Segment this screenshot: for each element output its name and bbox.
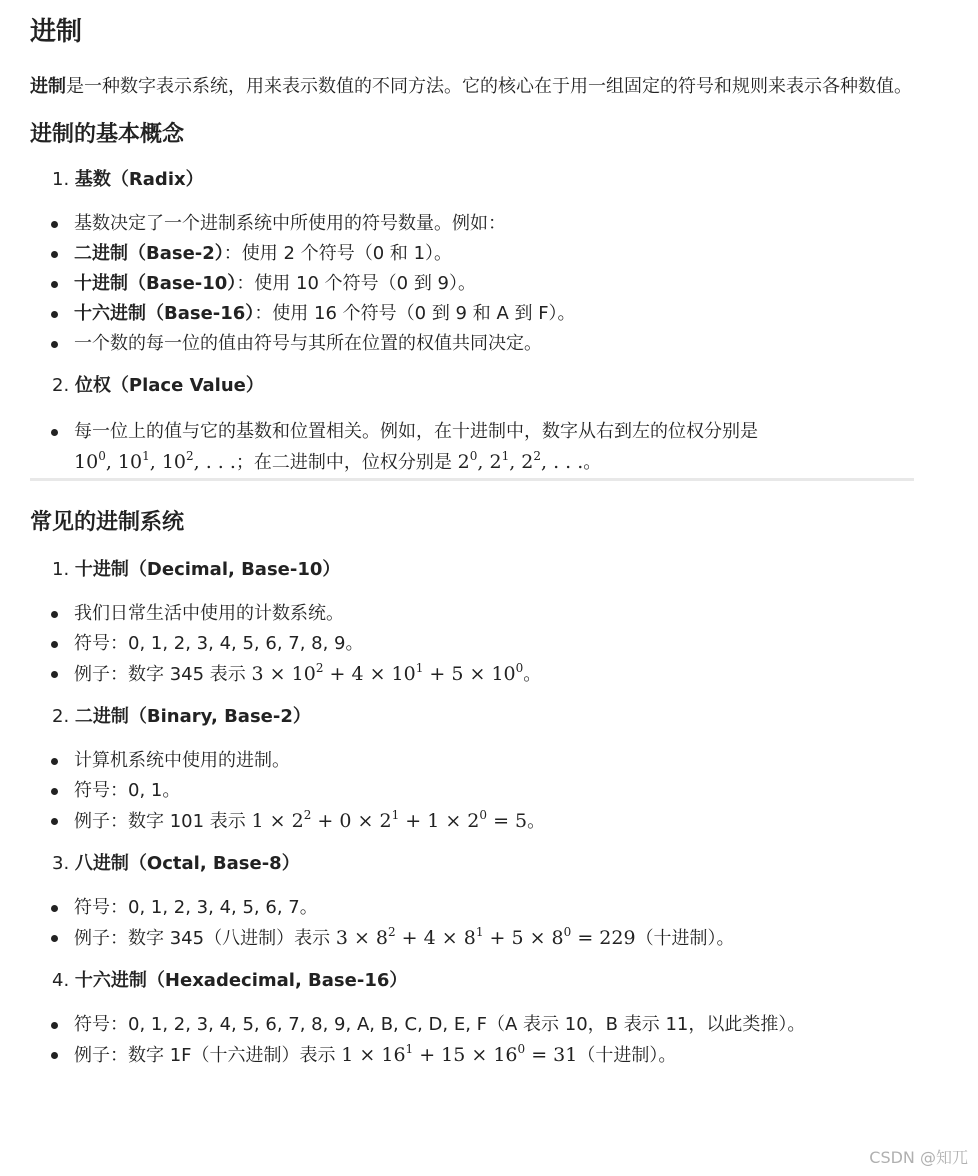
bullet-text: 例子：数字 345 表示 bbox=[74, 664, 246, 685]
item-label: 十六进制（Hexadecimal, Base-16） bbox=[74, 970, 408, 991]
item-number: 3. bbox=[52, 853, 70, 874]
section-divider bbox=[30, 478, 914, 481]
octal-bullet-list bbox=[30, 893, 920, 954]
bullet-text: 一个数的每一位的值由符号与其所在位置的权值共同决定。 bbox=[74, 333, 542, 354]
bullet-text: 符号：0, 1, 2, 3, 4, 5, 6, 7, 8, 9, A, B, C, D, E, F（A 表示 10，B 表示 11，以此类推）。 bbox=[74, 1014, 806, 1035]
item-number: 4. bbox=[52, 970, 70, 991]
item-number: 1. bbox=[52, 559, 70, 580]
list-item bbox=[30, 239, 920, 269]
section-heading-common-systems: 常见的进制系统 bbox=[30, 510, 185, 535]
item-label: 基数（Radix） bbox=[74, 169, 204, 190]
item-label: 十进制（Decimal, Base-10） bbox=[74, 559, 341, 580]
bullet-text: 符号：0, 1, 2, 3, 4, 5, 6, 7, 8, 9。 bbox=[74, 633, 364, 654]
math-decimal-place-values: $10^0$, $10^1$, $10^2$, . . . bbox=[74, 449, 236, 473]
list-item bbox=[30, 269, 920, 299]
numbered-item-place-value bbox=[30, 373, 920, 399]
list-item bbox=[30, 923, 920, 954]
numbered-item-radix bbox=[30, 167, 920, 193]
bullet-text: 计算机系统中使用的进制。 bbox=[74, 750, 290, 771]
list-item bbox=[30, 599, 920, 629]
item-label: 二进制（Binary, Base-2） bbox=[74, 706, 311, 727]
bullet-text: 。 bbox=[527, 811, 546, 832]
bullet-text: ：使用 2 个符号（0 和 1）。 bbox=[223, 243, 453, 264]
math-binary-example: $1 \times 2^2 + 0 \times 2^1 + 1 \times 2^0 = 5$ bbox=[251, 808, 528, 832]
section-heading-basic-concepts: 进制的基本概念 bbox=[30, 122, 185, 147]
item-label: 位权（Place Value） bbox=[74, 375, 264, 396]
math-decimal-example: $3 \times 10^2 + 4 \times 10^1 + 5 \times 10^0$ bbox=[251, 661, 524, 685]
list-item bbox=[30, 629, 920, 659]
list-item bbox=[30, 659, 920, 690]
intro-bold-term: 进制 bbox=[30, 76, 66, 97]
item-number: 1. bbox=[52, 169, 70, 190]
place-value-bullet-list bbox=[30, 417, 920, 478]
bullet-text: 例子：数字 1F（十六进制）表示 bbox=[74, 1045, 336, 1066]
bullet-text: ：使用 10 个符号（0 到 9）。 bbox=[236, 273, 477, 294]
bullet-text: ：使用 16 个符号（0 到 9 和 A 到 F）。 bbox=[254, 303, 576, 324]
bullet-text: 符号：0, 1。 bbox=[74, 780, 181, 801]
item-label: 八进制（Octal, Base-8） bbox=[74, 853, 300, 874]
intro-paragraph bbox=[30, 72, 920, 101]
bullet-bold: 十六进制（Base-16） bbox=[74, 303, 255, 324]
bullet-text: 基数决定了一个进制系统中所使用的符号数量。例如： bbox=[74, 213, 506, 234]
item-number: 2. bbox=[52, 706, 70, 727]
list-item bbox=[30, 1040, 920, 1071]
radix-bullet-list bbox=[30, 209, 920, 359]
item-number: 2. bbox=[52, 375, 70, 396]
list-item bbox=[30, 299, 920, 329]
list-item bbox=[30, 806, 920, 837]
hexadecimal-bullet-list bbox=[30, 1010, 920, 1071]
numbered-item-hexadecimal bbox=[30, 968, 920, 994]
math-binary-place-values: $2^0$, $2^1$, $2^2$, . . . bbox=[457, 449, 584, 473]
bullet-text: （十进制）。 bbox=[577, 1045, 677, 1066]
list-item bbox=[30, 209, 920, 239]
intro-text: 是一种数字表示系统，用来表示数值的不同方法。它的核心在于用一组固定的符号和规则来表示各种数值。 bbox=[66, 76, 912, 97]
numbered-item-decimal bbox=[30, 557, 920, 583]
list-item bbox=[30, 776, 920, 806]
bullet-bold: 十进制（Base-10） bbox=[74, 273, 237, 294]
bullet-bold: 二进制（Base-2） bbox=[74, 243, 224, 264]
numbered-item-octal bbox=[30, 851, 920, 877]
list-item bbox=[30, 329, 920, 359]
bullet-text: （十进制）。 bbox=[635, 928, 735, 949]
bullet-text: 我们日常生活中使用的计数系统。 bbox=[74, 603, 344, 624]
bullet-text: 符号：0, 1, 2, 3, 4, 5, 6, 7。 bbox=[74, 897, 318, 918]
watermark: CSDN @知兀 bbox=[869, 1148, 968, 1167]
bullet-text: 。 bbox=[523, 664, 542, 685]
decimal-bullet-list bbox=[30, 599, 920, 690]
list-item bbox=[30, 1010, 920, 1040]
bullet-text: 每一位上的值与它的基数和位置相关。例如，在十进制中，数字从右到左的位权分别是 bbox=[74, 421, 758, 442]
list-item bbox=[30, 417, 920, 478]
article bbox=[30, 10, 920, 1071]
bullet-text: 。 bbox=[583, 452, 602, 473]
list-item bbox=[30, 893, 920, 923]
numbered-item-binary bbox=[30, 704, 920, 730]
page-title: 进制 bbox=[30, 17, 83, 47]
math-octal-example: $3 \times 8^2 + 4 \times 8^1 + 5 \times 8^0 = 229$ bbox=[335, 925, 636, 949]
binary-bullet-list bbox=[30, 746, 920, 837]
bullet-text: 例子：数字 345（八进制）表示 bbox=[74, 928, 331, 949]
bullet-text: ；在二进制中，位权分别是 bbox=[235, 452, 452, 473]
math-hex-example: $1 \times 16^1 + 15 \times 16^0 = 31$ bbox=[341, 1042, 578, 1066]
bullet-text: 例子：数字 101 表示 bbox=[74, 811, 246, 832]
list-item bbox=[30, 746, 920, 776]
